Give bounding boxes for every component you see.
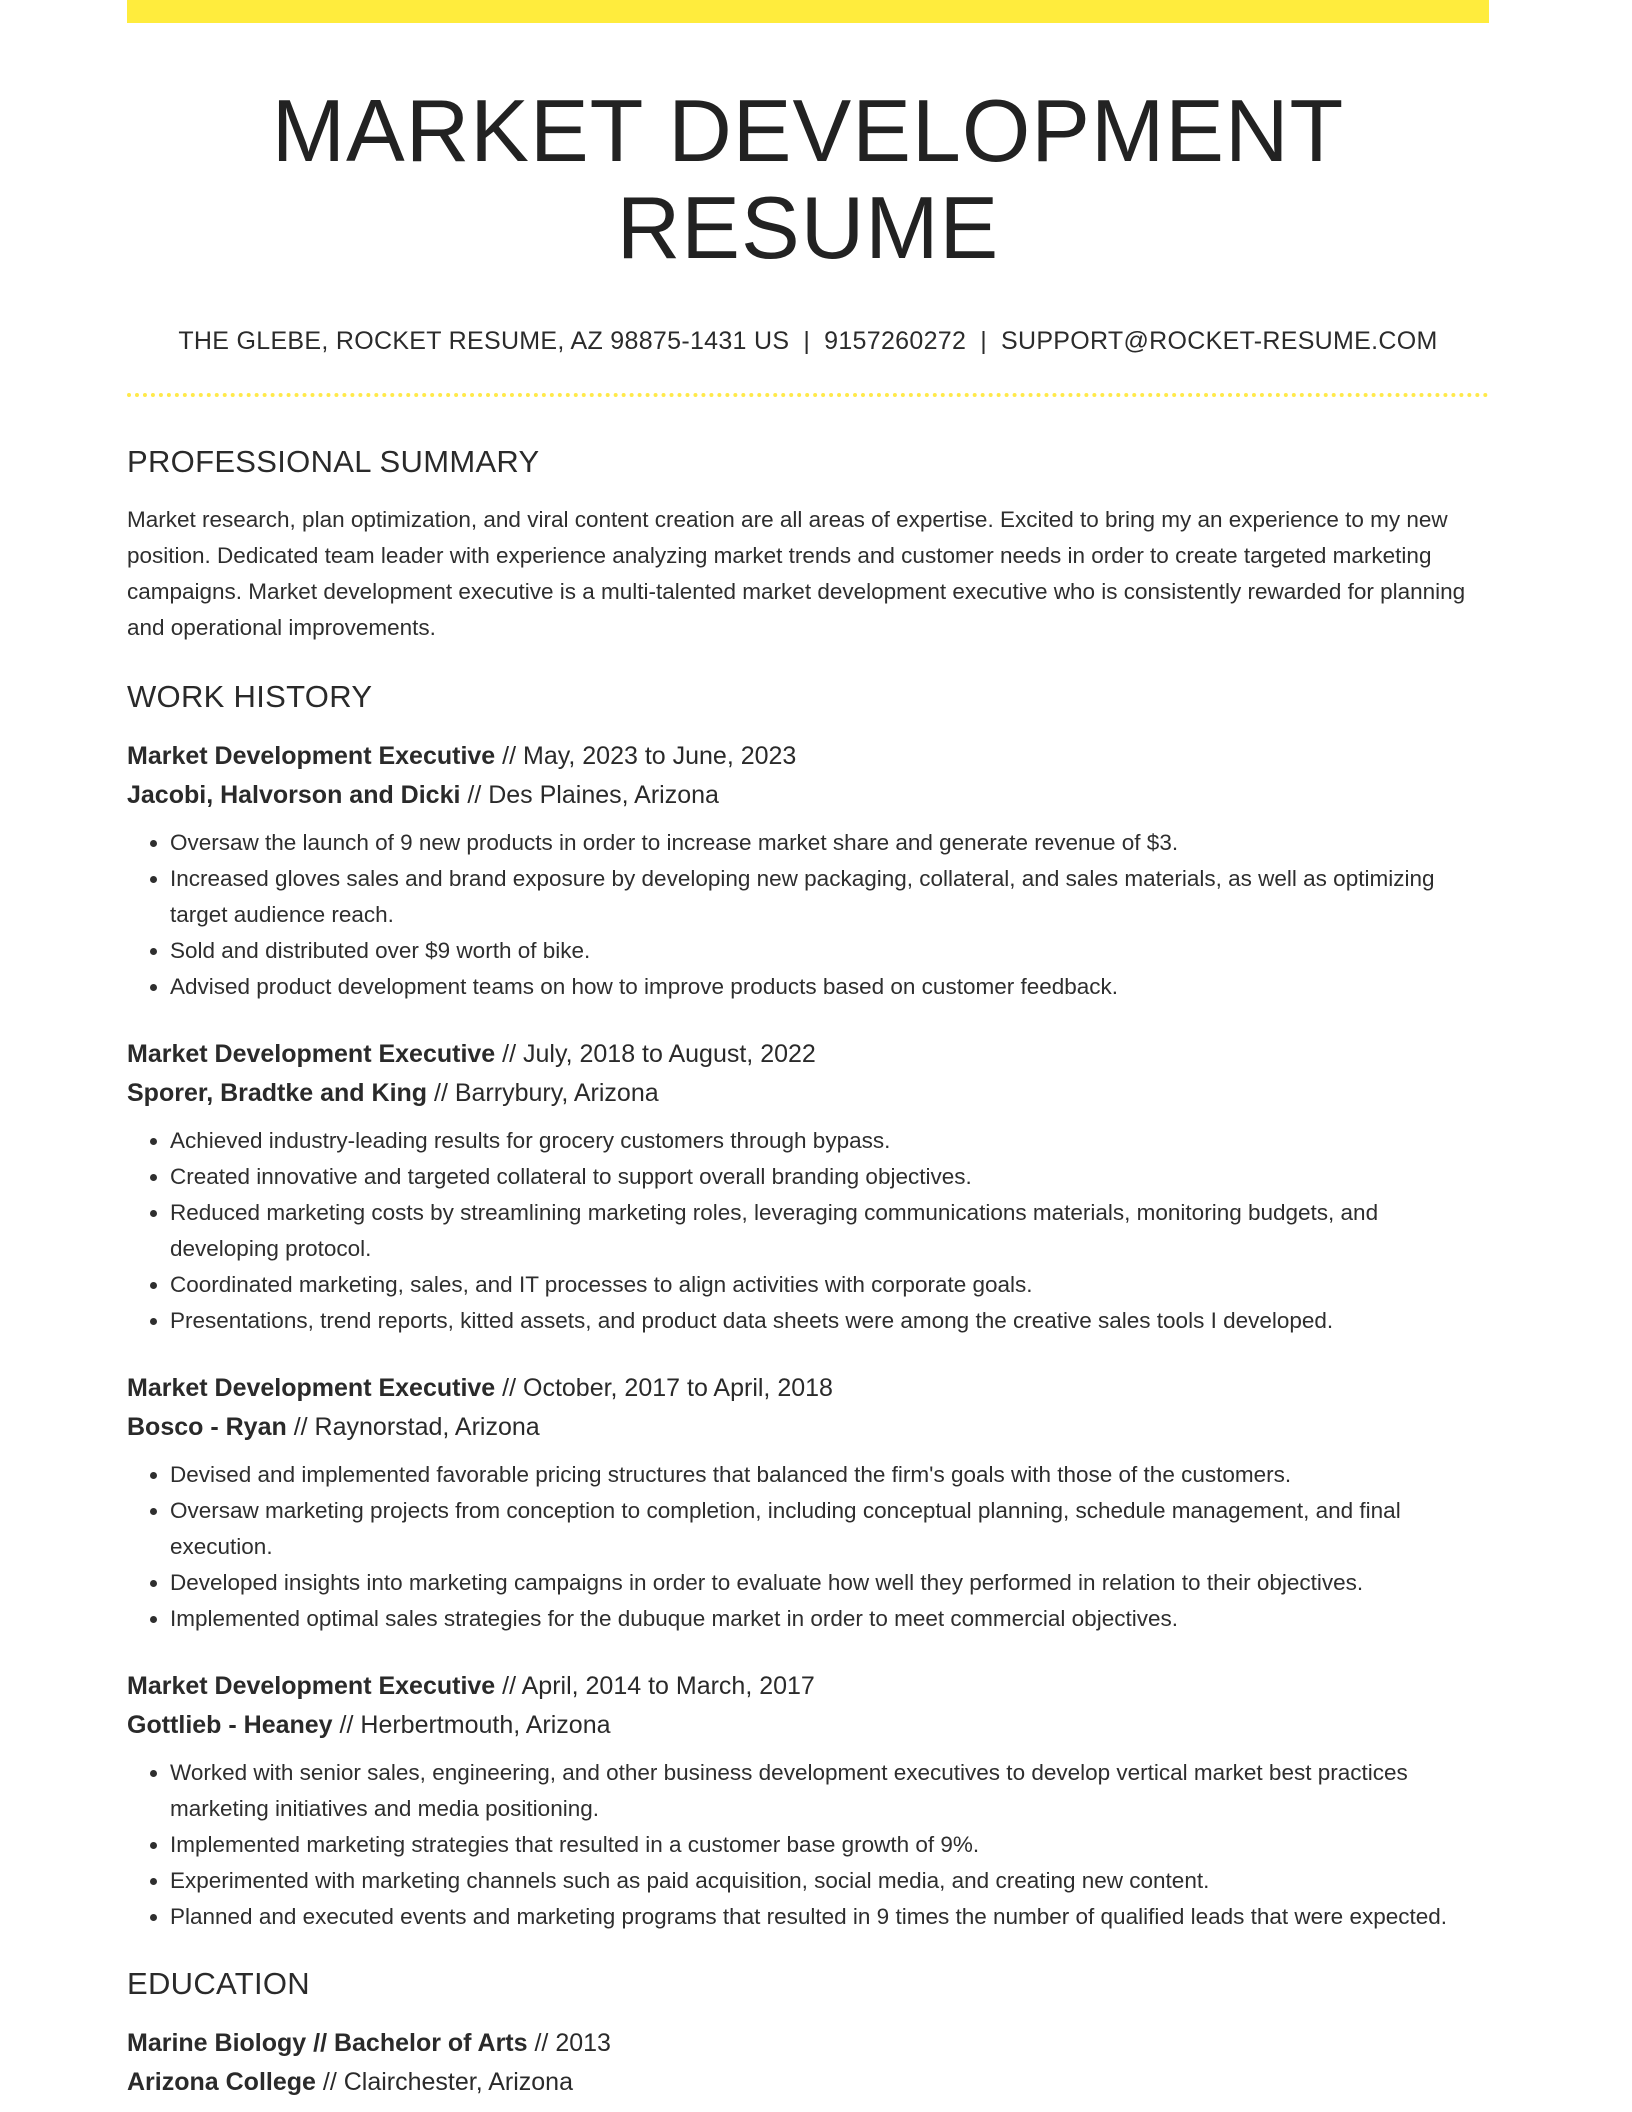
bullet-item: • Developed insights into marketing campaigns in order to evaluate how well they performed in relation to their objectives. <box>170 1565 1489 1601</box>
job-bullets <box>127 825 1489 1005</box>
bullet-item: • Sold and distributed over $9 worth of bike. <box>170 933 1489 969</box>
dotted-divider <box>127 393 1489 397</box>
job-company-line <box>127 776 1489 815</box>
contact-separator: | <box>980 326 987 355</box>
resume-title: MARKET DEVELOPMENT RESUME <box>271 81 1345 277</box>
job-title-line <box>127 1369 1489 1408</box>
education-entry <box>127 2024 1489 2102</box>
bullet-item: • Worked with senior sales, engineering, and other business development executives to develop vertical market best practices marketing initiatives and media positioning. <box>170 1755 1489 1827</box>
bullet-item: • Experimented with marketing channels such as paid acquisition, social media, and creating new content. <box>170 1863 1489 1899</box>
job-company: Bosco - Ryan <box>127 1412 287 1441</box>
job-company-line <box>127 1408 1489 1447</box>
bullet-item: • Implemented optimal sales strategies for the dubuque market in order to meet commercial objectives. <box>170 1601 1489 1637</box>
job-bullets <box>127 1123 1489 1339</box>
job-title-line <box>127 1667 1489 1706</box>
job-dates: // October, 2017 to April, 2018 <box>502 1373 833 1402</box>
bullet-item: • Coordinated marketing, sales, and IT processes to align activities with corporate goals. <box>170 1267 1489 1303</box>
job-dates: // July, 2018 to August, 2022 <box>502 1039 816 1068</box>
job-company: Gottlieb - Heaney <box>127 1710 333 1739</box>
bullet-item: • Advised product development teams on how to improve products based on customer feedback. <box>170 969 1489 1005</box>
phone: 9157260272 <box>824 326 967 355</box>
contact-line <box>127 327 1489 356</box>
bullet-item: • Achieved industry-leading results for grocery customers through bypass. <box>170 1123 1489 1159</box>
bullet-item: • Reduced marketing costs by streamlining marketing roles, leveraging communications materials, monitoring budgets, and developing protocol. <box>170 1195 1489 1267</box>
bullet-item: • Implemented marketing strategies that resulted in a customer base growth of 9%. <box>170 1827 1489 1863</box>
work-history-heading: WORK HISTORY <box>127 678 373 714</box>
job-location: // Des Plaines, Arizona <box>467 780 719 809</box>
job-role: Market Development Executive <box>127 1373 496 1402</box>
job-role: Market Development Executive <box>127 741 496 770</box>
job-company: Jacobi, Halvorson and Dicki <box>127 780 461 809</box>
bullet-item: • Presentations, trend reports, kitted assets, and product data sheets were among the creative sales tools I developed. <box>170 1303 1489 1339</box>
school-location: // Clairchester, Arizona <box>322 2068 573 2097</box>
job-dates: // May, 2023 to June, 2023 <box>502 741 797 770</box>
job-role: Market Development Executive <box>127 1039 496 1068</box>
job-company: Sporer, Bradtke and King <box>127 1078 428 1107</box>
school: Arizona College <box>127 2068 316 2097</box>
bullet-item: • Oversaw marketing projects from conception to completion, including conceptual planning, schedule management, and final execution. <box>170 1493 1489 1565</box>
contact-separator: | <box>803 326 811 355</box>
summary-text: Market research, plan optimization, and viral content creation are all areas of expertise. Excited to bring my an experience to my new position. Dedicated team leader with experience analyzing market trends and customer needs in order to create targeted marketing campaigns. Market development executive is a multi-talented market development executive who is consistently rewarded for planning and operational improvements. <box>127 506 1466 640</box>
bullet-item: • Increased gloves sales and brand exposure by developing new packaging, collateral, and sales materials, as well as optimizing target audience reach. <box>170 861 1489 933</box>
job-entry <box>127 1035 1489 1339</box>
bullet-item: • Planned and executed events and marketing programs that resulted in 9 times the number of qualified leads that were expected. <box>170 1899 1489 1935</box>
job-location: // Raynorstad, Arizona <box>293 1412 540 1441</box>
bullet-item: • Created innovative and targeted collateral to support overall branding objectives. <box>170 1159 1489 1195</box>
job-entry <box>127 1667 1489 1935</box>
job-company-line <box>127 1074 1489 1113</box>
degree: Marine Biology // Bachelor of Arts <box>127 2029 528 2058</box>
job-role: Market Development Executive <box>127 1671 496 1700</box>
school-line <box>127 2063 1489 2102</box>
degree-line <box>127 2024 1489 2063</box>
job-entry <box>127 1369 1489 1637</box>
top-accent-bar <box>127 0 1489 23</box>
job-company-line <box>127 1706 1489 1745</box>
resume-page <box>127 0 1489 2102</box>
job-bullets <box>127 1755 1489 1935</box>
job-entry <box>127 737 1489 1005</box>
graduation-year: // 2013 <box>534 2029 611 2058</box>
job-title-line <box>127 737 1489 776</box>
summary-heading: PROFESSIONAL SUMMARY <box>127 443 540 479</box>
bullet-item: • Oversaw the launch of 9 new products in order to increase market share and generate revenue of $3. <box>170 825 1489 861</box>
bullet-item: • Devised and implemented favorable pricing structures that balanced the firm's goals with those of the customers. <box>170 1457 1489 1493</box>
job-location: // Barrybury, Arizona <box>434 1078 659 1107</box>
education-heading: EDUCATION <box>127 1965 310 2001</box>
job-title-line <box>127 1035 1489 1074</box>
address: THE GLEBE, ROCKET RESUME, AZ 98875-1431 US <box>178 326 790 355</box>
work-history-list <box>127 737 1489 1935</box>
job-dates: // April, 2014 to March, 2017 <box>502 1671 815 1700</box>
email: SUPPORT@ROCKET-RESUME.COM <box>1000 326 1438 355</box>
job-bullets <box>127 1457 1489 1637</box>
job-location: // Herbertmouth, Arizona <box>339 1710 611 1739</box>
